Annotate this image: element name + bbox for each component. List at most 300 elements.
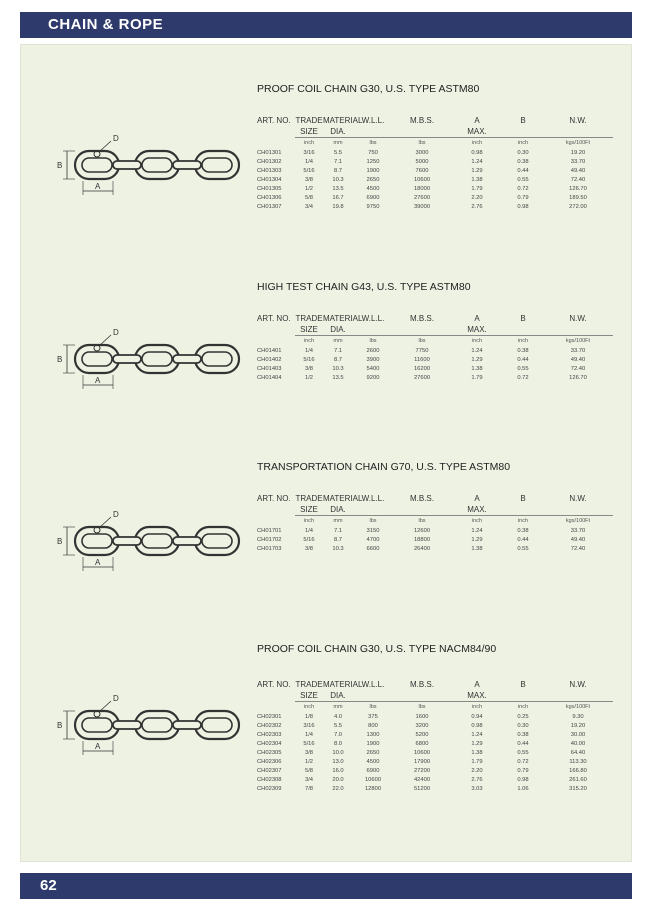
column-header: MAX. bbox=[467, 127, 487, 136]
table-cell: CH02304 bbox=[257, 741, 282, 747]
column-header bbox=[503, 690, 543, 702]
column-header bbox=[393, 324, 451, 336]
table-cell: 0.38 bbox=[517, 528, 529, 534]
footer-bar bbox=[20, 873, 632, 899]
unit-row bbox=[257, 336, 613, 348]
table-cell: 1.38 bbox=[471, 750, 483, 756]
table-row bbox=[257, 722, 613, 731]
b-label: B bbox=[57, 355, 63, 364]
chain-link-inner bbox=[202, 718, 232, 732]
unit-cell: inch bbox=[451, 336, 503, 348]
column-header: B bbox=[520, 680, 526, 689]
table-cell: 0.30 bbox=[517, 723, 529, 729]
table-cell: CH01306 bbox=[257, 195, 282, 201]
column-header bbox=[257, 504, 295, 516]
unit-cell: inch bbox=[295, 516, 323, 528]
unit-row bbox=[257, 516, 613, 528]
a-label: A bbox=[95, 558, 101, 567]
d-label: D bbox=[113, 694, 119, 703]
table-cell: 1300 bbox=[366, 732, 380, 738]
table-cell: 3/8 bbox=[304, 177, 314, 183]
table-cell: 5.5 bbox=[333, 150, 343, 156]
chain-link-side bbox=[173, 537, 201, 545]
spec-table bbox=[257, 679, 613, 794]
table-cell: 7600 bbox=[415, 168, 429, 174]
column-header bbox=[543, 324, 613, 336]
table-cell: 49.40 bbox=[570, 357, 586, 363]
d-label: D bbox=[113, 134, 119, 143]
table-cell: 3000 bbox=[415, 150, 429, 156]
table-cell: 72.40 bbox=[570, 366, 586, 372]
column-header: DIA. bbox=[330, 325, 346, 334]
d-label: D bbox=[113, 328, 119, 337]
unit-cell: mm bbox=[323, 336, 353, 348]
table-cell: 8.7 bbox=[333, 357, 343, 363]
table-cell: 10.0 bbox=[332, 750, 344, 756]
table-cell: 17900 bbox=[413, 759, 431, 765]
table-row bbox=[257, 374, 613, 383]
table-cell: 0.98 bbox=[517, 204, 529, 210]
table-cell: 0.55 bbox=[517, 750, 529, 756]
column-header: M.B.S. bbox=[409, 116, 434, 125]
table-cell: 26400 bbox=[413, 546, 431, 552]
section-title: HIGH TEST CHAIN G43, U.S. TYPE ASTM80 bbox=[257, 281, 471, 293]
table-cell: 1.29 bbox=[471, 168, 483, 174]
table-cell: 11600 bbox=[414, 357, 430, 363]
table-cell: 10600 bbox=[364, 777, 382, 783]
table-cell: 2.20 bbox=[471, 768, 483, 774]
table-cell: 33.70 bbox=[570, 528, 586, 534]
unit-cell: inch bbox=[451, 702, 503, 714]
unit-cell: inch bbox=[451, 516, 503, 528]
table-cell: 20.0 bbox=[332, 777, 344, 783]
table-cell: 10.3 bbox=[332, 177, 344, 183]
column-header: N.W. bbox=[569, 680, 587, 689]
column-header bbox=[353, 324, 393, 336]
unit-row bbox=[257, 702, 613, 714]
chain-diagram bbox=[53, 329, 253, 404]
column-header: W.L.L. bbox=[361, 680, 385, 689]
content-panel bbox=[20, 44, 632, 862]
table-cell: 3/8 bbox=[304, 546, 314, 552]
unit-cell: lbs bbox=[393, 516, 451, 528]
unit-cell: mm bbox=[323, 702, 353, 714]
table-cell: 5/16 bbox=[303, 357, 315, 363]
column-header: A bbox=[474, 116, 480, 125]
table-cell: 0.98 bbox=[517, 777, 529, 783]
unit-cell bbox=[257, 702, 295, 714]
table-cell: CH01703 bbox=[257, 546, 282, 552]
chain-link-side bbox=[113, 537, 141, 545]
chain-link-inner bbox=[82, 352, 112, 366]
unit-cell: kgs/100Ft bbox=[543, 138, 613, 150]
table-cell: 2.76 bbox=[471, 204, 483, 210]
table-cell: 126.70 bbox=[569, 375, 587, 381]
table-cell: 1250 bbox=[366, 159, 380, 165]
table-cell: 1.24 bbox=[471, 528, 483, 534]
page-number: 62 bbox=[40, 877, 57, 894]
table-cell: 9750 bbox=[366, 204, 380, 210]
table-cell: 42400 bbox=[413, 777, 431, 783]
unit-cell: mm bbox=[323, 516, 353, 528]
header-row bbox=[257, 313, 613, 324]
table-cell: CH01404 bbox=[257, 375, 282, 381]
table-cell: 0.72 bbox=[517, 759, 529, 765]
table-cell: 5/8 bbox=[304, 195, 314, 201]
table-cell: 51200 bbox=[413, 786, 431, 792]
column-header: B bbox=[520, 314, 526, 323]
table-cell: CH01701 bbox=[257, 528, 282, 534]
table-row bbox=[257, 527, 613, 536]
table-cell: 3900 bbox=[366, 357, 380, 363]
table-cell: 13.5 bbox=[332, 375, 344, 381]
table-row bbox=[257, 740, 613, 749]
table-cell: CH02305 bbox=[257, 750, 282, 756]
chain-link-side bbox=[113, 355, 141, 363]
column-header: MAX. bbox=[467, 325, 487, 334]
header-row bbox=[257, 115, 613, 126]
table-row bbox=[257, 731, 613, 740]
table-row bbox=[257, 203, 613, 212]
table-cell: 4.0 bbox=[333, 714, 343, 720]
table-cell: 16.7 bbox=[332, 195, 344, 201]
table-cell: 19.20 bbox=[570, 723, 586, 729]
chain-link-svg bbox=[53, 511, 253, 581]
table-cell: 4500 bbox=[366, 759, 380, 765]
chain-diagram bbox=[53, 135, 253, 210]
table-cell: 2650 bbox=[366, 750, 380, 756]
table-cell: 1.29 bbox=[471, 741, 483, 747]
table-cell: 3150 bbox=[366, 528, 380, 534]
column-header: MATERIAL bbox=[323, 494, 363, 503]
spec-table bbox=[257, 313, 613, 383]
unit-cell: kgs/100Ft bbox=[543, 516, 613, 528]
table-cell: 2.20 bbox=[471, 195, 483, 201]
header-row bbox=[257, 504, 613, 516]
chain-link-side bbox=[173, 721, 201, 729]
column-header: TRADE bbox=[295, 314, 323, 323]
column-header: M.B.S. bbox=[409, 494, 434, 503]
table-cell: 0.55 bbox=[517, 366, 529, 372]
column-header bbox=[353, 690, 393, 702]
table-cell: 126.70 bbox=[569, 186, 587, 192]
table-cell: 27600 bbox=[413, 195, 431, 201]
table-cell: 3/8 bbox=[304, 750, 314, 756]
column-header: N.W. bbox=[569, 494, 587, 503]
table-cell: 6900 bbox=[366, 195, 380, 201]
column-header: A bbox=[474, 494, 480, 503]
table-cell: 2.76 bbox=[471, 777, 483, 783]
table-cell: 1/2 bbox=[304, 759, 314, 765]
column-header: B bbox=[520, 116, 526, 125]
table-row bbox=[257, 185, 613, 194]
table-cell: 0.38 bbox=[517, 348, 529, 354]
table-cell: 2650 bbox=[366, 177, 380, 183]
table-cell: CH01304 bbox=[257, 177, 282, 183]
table-cell: 5/16 bbox=[303, 537, 315, 543]
table-cell: 0.98 bbox=[471, 150, 483, 156]
column-header bbox=[393, 126, 451, 138]
table-cell: 19.8 bbox=[332, 204, 344, 210]
column-header: W.L.L. bbox=[361, 314, 385, 323]
table-cell: CH02301 bbox=[257, 714, 282, 720]
table-cell: 64.40 bbox=[570, 750, 586, 756]
table-cell: 3.03 bbox=[471, 786, 483, 792]
header-row bbox=[257, 126, 613, 138]
unit-cell: inch bbox=[295, 702, 323, 714]
table-cell: 7.1 bbox=[333, 528, 343, 534]
table-cell: 3200 bbox=[415, 723, 429, 729]
table-cell: 19.20 bbox=[570, 150, 586, 156]
table-cell: 22.0 bbox=[332, 786, 344, 792]
table-cell: 7.1 bbox=[333, 159, 343, 165]
unit-cell bbox=[257, 516, 295, 528]
chain-link-side bbox=[173, 161, 201, 169]
table-cell: 18000 bbox=[413, 186, 431, 192]
table-cell: CH01303 bbox=[257, 168, 282, 174]
column-header bbox=[503, 126, 543, 138]
column-header bbox=[257, 690, 295, 702]
column-header: ART. NO. bbox=[257, 494, 291, 503]
table-cell: 113.30 bbox=[569, 759, 587, 765]
chain-link-side bbox=[113, 161, 141, 169]
column-header bbox=[543, 690, 613, 702]
table-cell: 1/8 bbox=[304, 714, 314, 720]
chain-link-side bbox=[113, 721, 141, 729]
table-cell: 7750 bbox=[415, 348, 429, 354]
table-cell: 3/4 bbox=[304, 777, 314, 783]
column-header bbox=[257, 126, 295, 138]
table-cell: 27200 bbox=[413, 768, 431, 774]
column-header: B bbox=[520, 494, 526, 503]
table-cell: 0.55 bbox=[517, 177, 529, 183]
table-cell: 18800 bbox=[413, 537, 431, 543]
unit-cell: lbs bbox=[353, 516, 393, 528]
table-cell: 5/16 bbox=[303, 168, 315, 174]
column-header: MAX. bbox=[467, 691, 487, 700]
table-cell: 5/8 bbox=[304, 768, 314, 774]
table-cell: CH01307 bbox=[257, 204, 282, 210]
chain-link-inner bbox=[142, 718, 172, 732]
table-cell: 72.40 bbox=[570, 177, 586, 183]
chain-diagram bbox=[53, 695, 253, 770]
table-cell: 12600 bbox=[413, 528, 431, 534]
chain-link-inner bbox=[202, 352, 232, 366]
table-cell: 49.40 bbox=[570, 537, 586, 543]
unit-cell: inch bbox=[295, 336, 323, 348]
column-header bbox=[393, 504, 451, 516]
table-cell: 189.50 bbox=[569, 195, 587, 201]
table-cell: 1.29 bbox=[471, 537, 483, 543]
column-header: SIZE bbox=[300, 127, 318, 136]
table-cell: 1.24 bbox=[471, 732, 483, 738]
column-header: W.L.L. bbox=[361, 494, 385, 503]
column-header: DIA. bbox=[330, 505, 346, 514]
column-header bbox=[393, 690, 451, 702]
table-cell: 800 bbox=[368, 723, 378, 729]
table-row bbox=[257, 347, 613, 356]
unit-cell: mm bbox=[323, 138, 353, 150]
unit-cell: inch bbox=[503, 516, 543, 528]
table-cell: 10.3 bbox=[332, 366, 344, 372]
column-header bbox=[503, 504, 543, 516]
table-cell: CH01702 bbox=[257, 537, 282, 543]
table-cell: 3/8 bbox=[304, 366, 314, 372]
table-cell: 1.06 bbox=[517, 786, 529, 792]
d-label: D bbox=[113, 510, 119, 519]
unit-cell: kgs/100Ft bbox=[543, 336, 613, 348]
unit-cell: lbs bbox=[393, 336, 451, 348]
table-row bbox=[257, 365, 613, 374]
a-label: A bbox=[95, 742, 101, 751]
column-header bbox=[543, 504, 613, 516]
column-header: N.W. bbox=[569, 116, 587, 125]
table-cell: CH01301 bbox=[257, 150, 282, 156]
header-bar bbox=[20, 12, 632, 38]
table-cell: CH02309 bbox=[257, 786, 282, 792]
table-cell: 4500 bbox=[366, 186, 380, 192]
b-label: B bbox=[57, 161, 63, 170]
table-cell: 0.72 bbox=[517, 375, 529, 381]
table-cell: 9.30 bbox=[572, 714, 584, 720]
column-header bbox=[503, 324, 543, 336]
table-row bbox=[257, 167, 613, 176]
column-header: MATERIAL bbox=[323, 314, 363, 323]
b-label: B bbox=[57, 537, 63, 546]
a-label: A bbox=[95, 182, 101, 191]
table-cell: CH01302 bbox=[257, 159, 282, 165]
table-cell: 10.3 bbox=[332, 546, 344, 552]
table-cell: 72.40 bbox=[570, 546, 586, 552]
table-cell: 33.70 bbox=[570, 348, 586, 354]
table-cell: 0.44 bbox=[517, 537, 529, 543]
table-cell: 0.98 bbox=[471, 723, 483, 729]
column-header: DIA. bbox=[330, 127, 346, 136]
table-row bbox=[257, 158, 613, 167]
table-cell: 0.72 bbox=[517, 186, 529, 192]
section-title: TRANSPORTATION CHAIN G70, U.S. TYPE ASTM80 bbox=[257, 461, 511, 473]
header-row bbox=[257, 690, 613, 702]
table-cell: 166.80 bbox=[569, 768, 587, 774]
table-cell: 5.5 bbox=[333, 723, 343, 729]
table-cell: 6600 bbox=[366, 546, 380, 552]
column-header: TRADE bbox=[295, 680, 323, 689]
header-row bbox=[257, 679, 613, 690]
unit-cell: inch bbox=[503, 702, 543, 714]
column-header: A bbox=[474, 680, 480, 689]
chain-link-inner bbox=[142, 534, 172, 548]
table-cell: CH02306 bbox=[257, 759, 282, 765]
column-header: MAX. bbox=[467, 505, 487, 514]
table-cell: 1600 bbox=[415, 714, 429, 720]
table-cell: 3/16 bbox=[303, 150, 315, 156]
table-cell: 6900 bbox=[366, 768, 380, 774]
table-cell: 0.38 bbox=[517, 159, 529, 165]
table-cell: 27600 bbox=[413, 375, 431, 381]
column-header: A bbox=[474, 314, 480, 323]
table-cell: CH01403 bbox=[257, 366, 282, 372]
chain-link-svg bbox=[53, 695, 253, 765]
unit-cell bbox=[257, 138, 295, 150]
table-cell: 7.1 bbox=[333, 348, 343, 354]
table-row bbox=[257, 545, 613, 554]
chain-link-inner bbox=[142, 352, 172, 366]
b-label: B bbox=[57, 721, 63, 730]
table-cell: 8.7 bbox=[333, 168, 343, 174]
column-header bbox=[543, 126, 613, 138]
unit-cell: inch bbox=[451, 138, 503, 150]
table-cell: 16.0 bbox=[332, 768, 344, 774]
column-header: W.L.L. bbox=[361, 116, 385, 125]
column-header: TRADE bbox=[295, 494, 323, 503]
unit-cell: inch bbox=[295, 138, 323, 150]
table-cell: CH01305 bbox=[257, 186, 282, 192]
table-cell: 0.30 bbox=[517, 150, 529, 156]
table-cell: 375 bbox=[368, 714, 378, 720]
section-title: PROOF COIL CHAIN G30, U.S. TYPE NACM84/90 bbox=[257, 643, 497, 655]
unit-cell: inch bbox=[503, 138, 543, 150]
table-cell: 0.25 bbox=[517, 714, 529, 720]
table-cell: 0.79 bbox=[517, 195, 529, 201]
column-header: SIZE bbox=[300, 325, 318, 334]
unit-cell bbox=[257, 336, 295, 348]
table-cell: 10600 bbox=[413, 750, 431, 756]
table-cell: CH01402 bbox=[257, 357, 282, 363]
unit-cell: lbs bbox=[393, 138, 451, 150]
chain-link-inner bbox=[82, 534, 112, 548]
table-cell: 1/4 bbox=[304, 348, 314, 354]
table-row bbox=[257, 758, 613, 767]
chain-diagram bbox=[53, 511, 253, 586]
table-cell: 40.00 bbox=[570, 741, 586, 747]
column-header: M.B.S. bbox=[409, 314, 434, 323]
table-cell: 1.79 bbox=[471, 759, 483, 765]
table-cell: 0.44 bbox=[517, 168, 529, 174]
unit-cell: kgs/100Ft bbox=[543, 702, 613, 714]
table-cell: 2600 bbox=[366, 348, 380, 354]
table-cell: 4700 bbox=[366, 537, 380, 543]
table-cell: 5000 bbox=[415, 159, 429, 165]
header-row bbox=[257, 324, 613, 336]
table-cell: CH02308 bbox=[257, 777, 282, 783]
table-cell: 1/4 bbox=[304, 732, 314, 738]
column-header: ART. NO. bbox=[257, 116, 291, 125]
column-header bbox=[353, 126, 393, 138]
column-header: M.B.S. bbox=[409, 680, 434, 689]
table-cell: 5200 bbox=[415, 732, 429, 738]
table-cell: 6800 bbox=[415, 741, 429, 747]
table-row bbox=[257, 767, 613, 776]
table-cell: 3/16 bbox=[303, 723, 315, 729]
table-cell: 10600 bbox=[413, 177, 431, 183]
table-cell: 1.24 bbox=[471, 348, 483, 354]
chain-link-inner bbox=[82, 158, 112, 172]
table-row bbox=[257, 356, 613, 365]
table-cell: 1900 bbox=[366, 741, 380, 747]
table-row bbox=[257, 176, 613, 185]
unit-cell: lbs bbox=[393, 702, 451, 714]
column-header: TRADE bbox=[295, 116, 323, 125]
table-cell: CH02307 bbox=[257, 768, 282, 774]
unit-cell: inch bbox=[503, 336, 543, 348]
table-cell: 0.79 bbox=[517, 768, 529, 774]
chain-link-inner bbox=[82, 718, 112, 732]
column-header: MATERIAL bbox=[323, 116, 363, 125]
column-header: N.W. bbox=[569, 314, 587, 323]
chain-link-inner bbox=[202, 158, 232, 172]
table-cell: 16200 bbox=[413, 366, 431, 372]
column-header: MATERIAL bbox=[323, 680, 363, 689]
